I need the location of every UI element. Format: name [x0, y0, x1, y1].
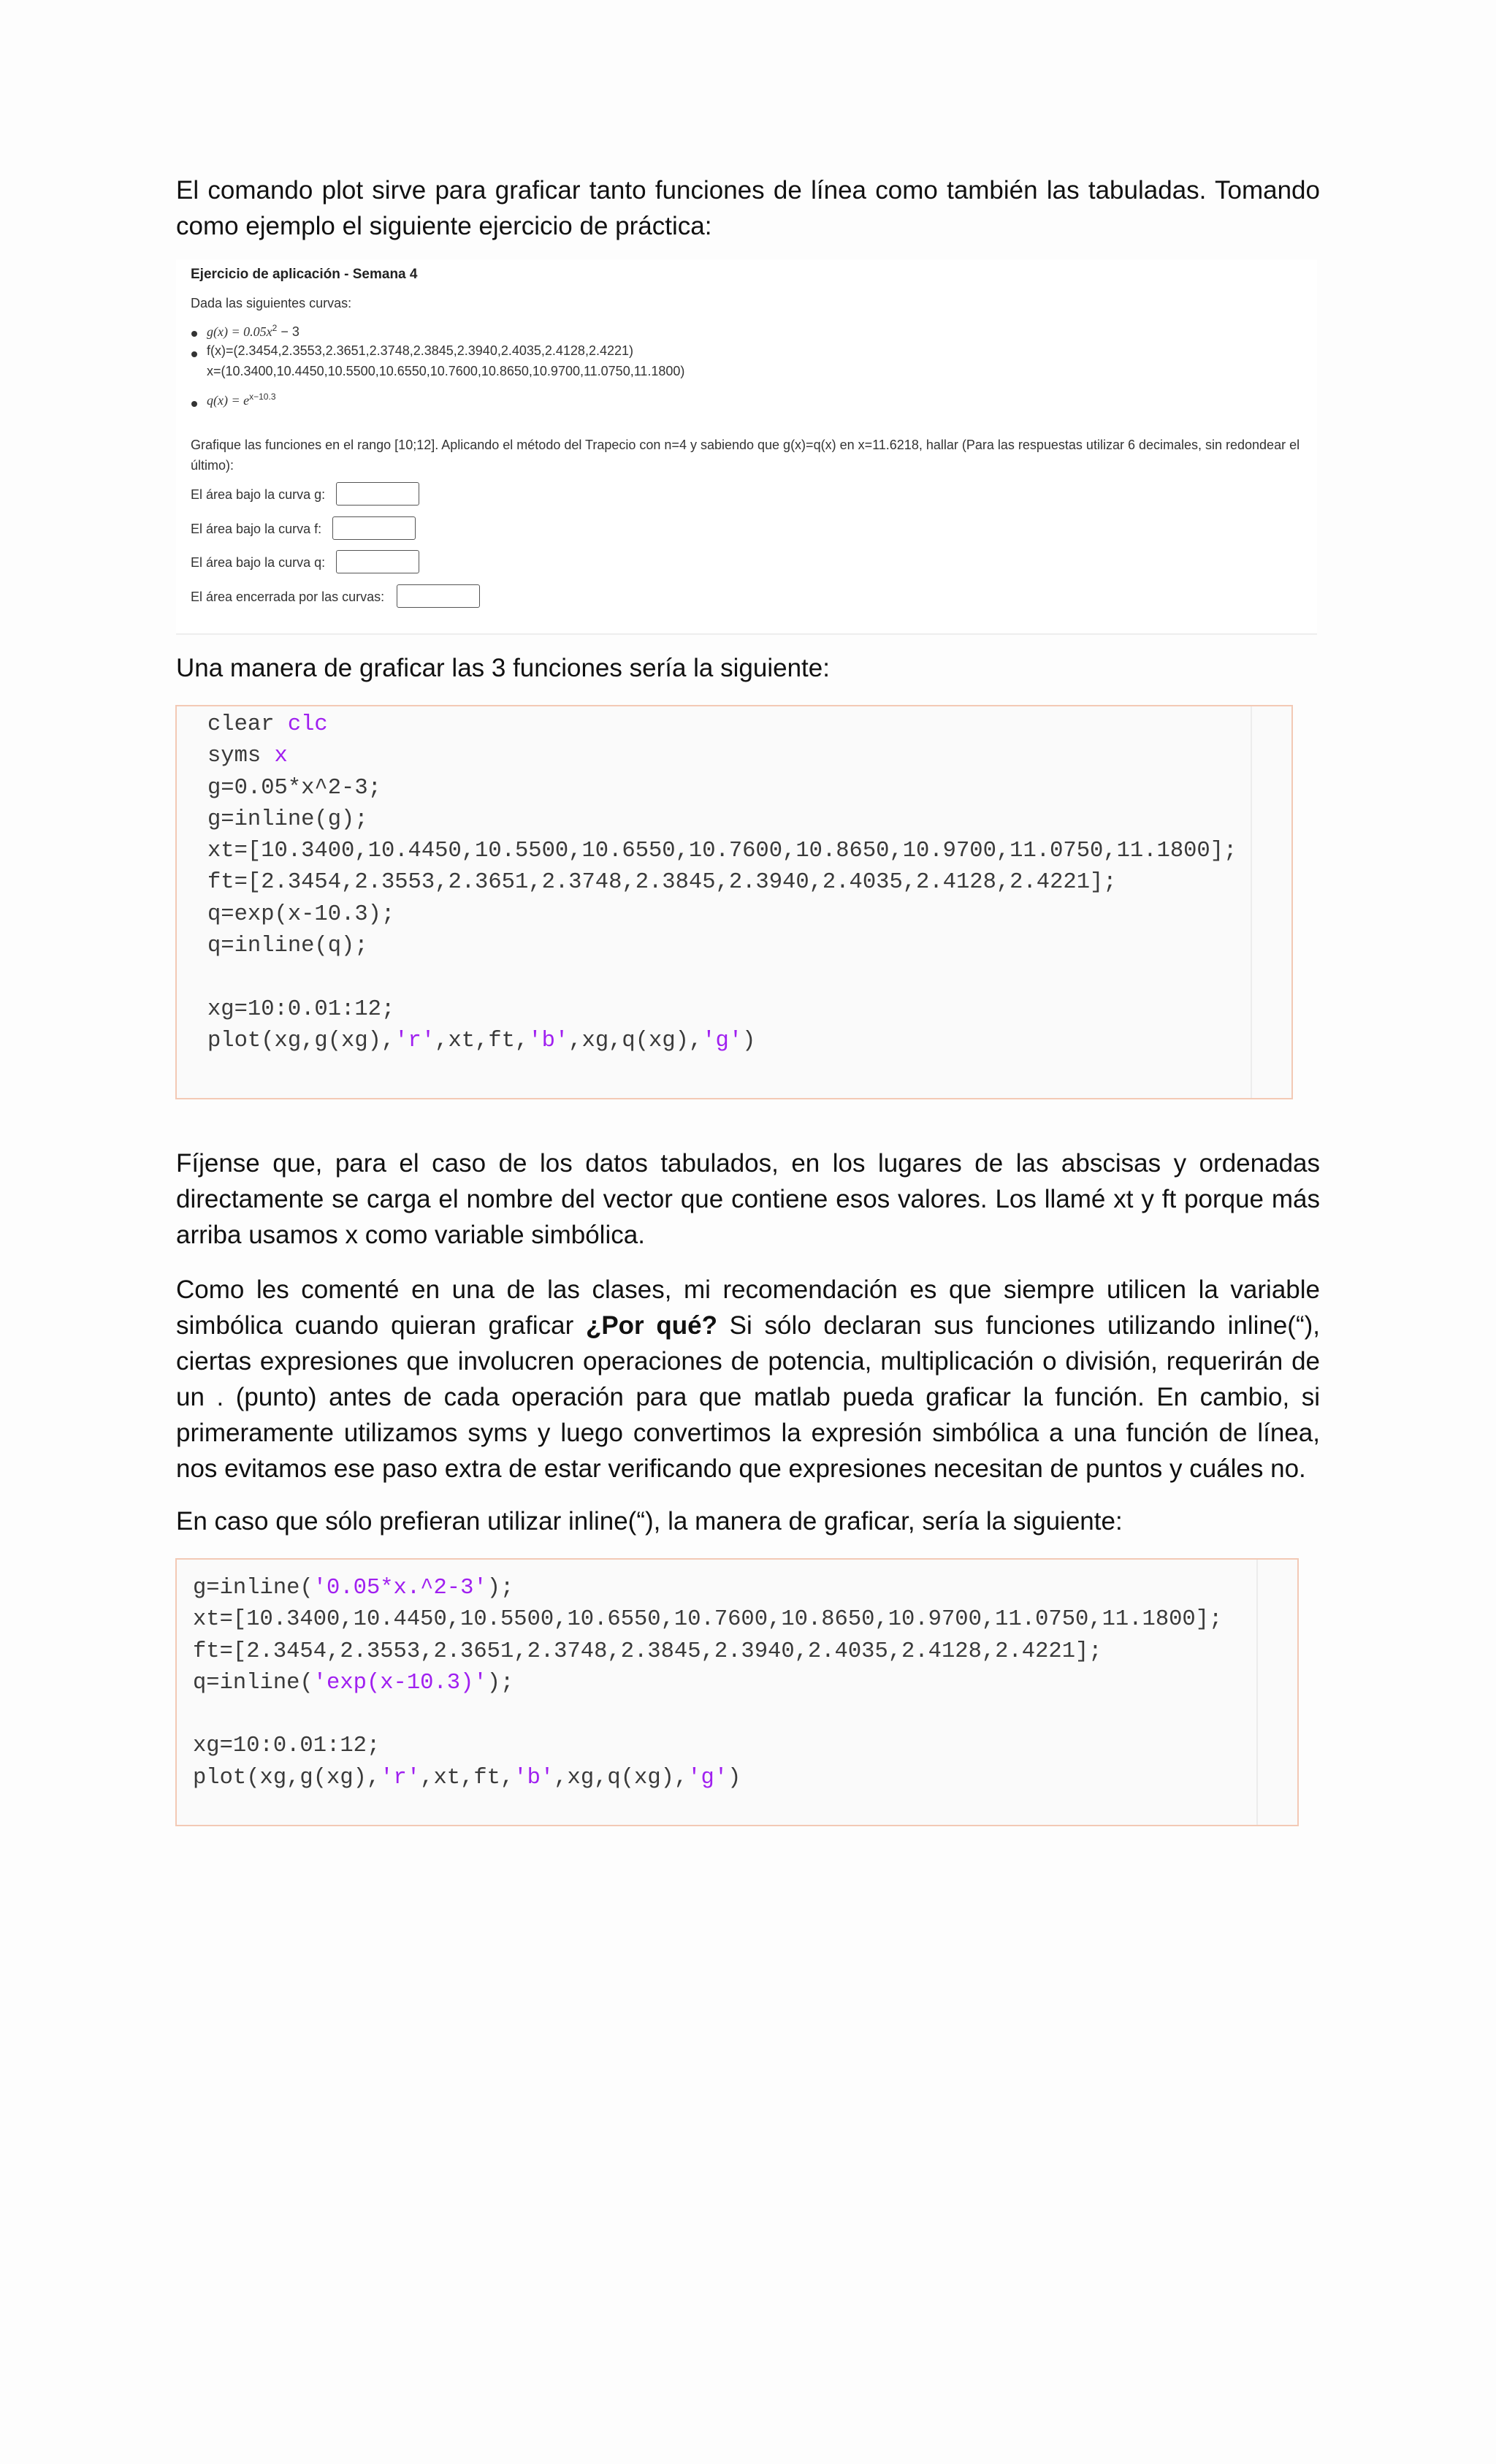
area-between-input[interactable] [397, 584, 480, 608]
code-token: ,xg,q(xg), [568, 1028, 703, 1053]
code-token: xt=[10.3400,10.4450,10.5500,10.6550,10.7600,10.8650,10.9700,11.0750,11.1800]; [193, 1607, 1223, 1633]
code-scroll-gutter [1251, 706, 1291, 1098]
code-string-token: '0.05*x.^2-3' [313, 1576, 487, 1601]
curve-q-definition: $q(x) = e^{x-10.3}$ [207, 392, 276, 408]
exercise-instructions: Grafique las funciones en el rango [10;12]. Aplicando el método del Trapecio con n=4 y sabiendo que g(x)=q(x) en x=11.6218, hallar (Para las respuestas utilizar 6 decimales, sin redondear el último): [191, 438, 1300, 473]
para-inline-intro: En caso que sólo prefieran utilizar inline(“), la manera de graficar, sería la siguiente: [176, 1507, 1123, 1536]
code-block-symbolic [175, 705, 1293, 1099]
code-line [207, 997, 394, 1022]
code-token: q=exp(x-10.3); [207, 901, 395, 927]
code-string-token: clc [287, 712, 328, 737]
code-string-token: 'g' [702, 1028, 743, 1053]
code-token: xt=[10.3400,10.4450,10.5500,10.6550,10.7600,10.8650,10.9700,11.0750,11.1800]; [207, 839, 1237, 864]
code-string-token: 'g' [687, 1765, 728, 1790]
code-token: syms [207, 744, 275, 769]
code-line [193, 1733, 380, 1758]
code-string-token: 'exp(x-10.3)' [313, 1670, 487, 1696]
code-token: g=inline(g); [207, 806, 368, 832]
code-line [207, 712, 328, 737]
code-token: ft=[2.3454,2.3553,2.3651,2.3748,2.3845,2.3940,2.4035,2.4128,2.4221]; [207, 870, 1117, 896]
area-g-input[interactable] [336, 482, 419, 506]
code-line [207, 1029, 755, 1053]
code-line [193, 1766, 741, 1790]
code-string-token: 'b' [514, 1765, 554, 1790]
area-q-label: El área bajo la curva q: [191, 555, 326, 570]
code-token: ,xt,ft, [435, 1028, 529, 1053]
code-token: xg=10:0.01:12; [193, 1733, 381, 1759]
bold-question: ¿Por qué? [585, 1311, 717, 1340]
area-f-input[interactable] [332, 516, 416, 540]
code-token: q=inline( [193, 1670, 313, 1696]
code-token: ,xt,ft, [420, 1765, 514, 1790]
x-values-definition: x=(10.3400,10.4450,10.5500,10.6550,10.7600,10.8650,10.9700,11.0750,11.1800) [207, 364, 685, 378]
code-string-token: 'b' [528, 1028, 569, 1053]
code-token: clear [207, 712, 288, 737]
bullet-dot [191, 351, 197, 357]
code-line [207, 807, 368, 832]
para-graph-intro: Una manera de graficar las 3 funciones sería la siguiente: [176, 654, 830, 682]
code-token: ) [728, 1765, 741, 1790]
code-line [193, 1607, 1222, 1632]
code-line [207, 870, 1117, 895]
curve-g-definition: $g(x) = 0.05x^2 - 3$ [207, 323, 299, 339]
para-tabulated-note: Fíjense que, para el caso de los datos tabulados, en los lugares de las abscisas y ordenadas directamente se carga el nombre del vector que contiene esos valores. Los llamé xt y ft porque más arriba usamos x como variable simbólica. [176, 1149, 1320, 1249]
code-token: ,xg,q(xg), [554, 1765, 688, 1790]
bullet-dot [191, 331, 197, 337]
code-line [207, 839, 1237, 863]
exercise-screenshot [176, 259, 1317, 635]
intro-paragraph: El comando plot sirve para graficar tanto funciones de línea como también las tabuladas. Tomando como ejemplo el siguiente ejercicio de práctica: [176, 176, 1320, 240]
code-token: ); [486, 1576, 514, 1601]
area-between-label: El área encerrada por las curvas: [191, 590, 385, 604]
bullet-dot [191, 401, 197, 407]
curve-f-definition: f(x)=(2.3454,2.3553,2.3651,2.3748,2.3845,2.3940,2.4035,2.4128,2.4221) [207, 343, 633, 358]
code-token: plot(xg,g(xg), [207, 1028, 395, 1053]
code-line [193, 1576, 514, 1601]
code-line [207, 776, 381, 801]
exercise-subtitle: Dada las siguientes curvas: [191, 296, 352, 310]
code-string-token: x [274, 744, 288, 769]
area-q-input[interactable] [336, 550, 419, 573]
code-line [207, 934, 368, 958]
area-g-label: El área bajo la curva g: [191, 487, 326, 502]
code-token: g=inline( [193, 1576, 313, 1601]
code-string-token: 'r' [380, 1765, 421, 1790]
code-token: ft=[2.3454,2.3553,2.3651,2.3748,2.3845,2.3940,2.4035,2.4128,2.4221]; [193, 1639, 1102, 1664]
code-line [207, 744, 288, 768]
code-line [193, 1671, 514, 1696]
code-block-inline [175, 1558, 1299, 1826]
code-string-token: 'r' [394, 1028, 435, 1053]
code-line [207, 902, 394, 927]
code-content [207, 709, 1237, 1057]
code-token: g=0.05*x^2-3; [207, 775, 381, 801]
code-token: ); [486, 1670, 514, 1696]
code-token: xg=10:0.01:12; [207, 996, 395, 1022]
code-token: ) [742, 1028, 756, 1053]
code-token: q=inline(q); [207, 934, 368, 959]
code-content [193, 1573, 1222, 1794]
para-recommendation: Como les comenté en una de las clases, mi recomendación es que siempre utilicen la variable simbólica cuando quieran graficar ¿Por qué? Si sólo declaran sus funciones utilizando inline(“), ciertas expresiones que involucren operaciones de potencia, multiplicación o división, requerirán de un . (punto) antes de cada operación para que matlab pueda graficar la función. En cambio, si primeramente utilizamos syms y luego convertimos la expresión simbólica a una función de línea, nos evitamos ese paso extra de estar verificando que expresiones necesitan de puntos y cuáles no. [176, 1275, 1320, 1483]
code-token: plot(xg,g(xg), [193, 1765, 381, 1790]
exercise-title: Ejercicio de aplicación - Semana 4 [191, 267, 418, 282]
code-scroll-gutter [1256, 1560, 1297, 1825]
code-line [193, 1639, 1102, 1664]
area-f-label: El área bajo la curva f: [191, 522, 322, 536]
